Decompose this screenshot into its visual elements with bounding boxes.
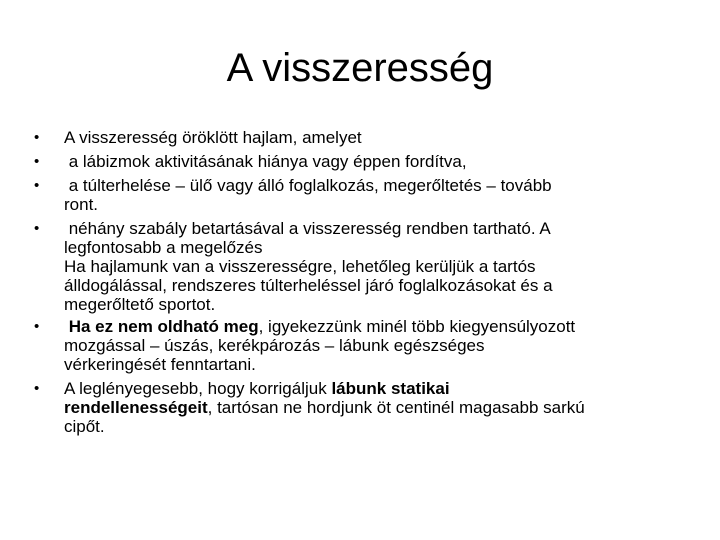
bullet-text-fragment: , igyekezzünk minél több kiegyensúlyozott [258, 317, 576, 336]
bullet-text-line: Ha hajlamunk van a visszerességre, lehetőleg kerüljük a tartós [64, 257, 536, 276]
bullet-text-fragment: , tartósan ne hordjunk öt centinél magasabb sarkú [207, 398, 585, 417]
bullet-item [34, 128, 694, 147]
bullet-item [34, 379, 694, 436]
bullet-dot-icon: • [34, 153, 40, 170]
slide-title: A visszeresség [226, 46, 494, 90]
bullet-text-line: álldogálással, rendszeres túlterheléssel járó foglalkozásokat és a [64, 276, 553, 295]
bullet-text-line: megerőltető sportot. [64, 295, 216, 314]
bullet-text-line [64, 317, 694, 336]
bullet-text-line: vérkeringését fenntartani. [64, 355, 256, 374]
bullet-dot-icon: • [34, 220, 40, 237]
bullet-dot-icon: • [34, 177, 40, 194]
bullet-text-line [64, 379, 694, 398]
bullet-dot-icon: • [34, 129, 40, 146]
bullet-text-line: legfontosabb a megelőzés [64, 238, 263, 257]
bullet-item [34, 317, 694, 374]
bold-phrase: rendellenességeit [64, 398, 208, 417]
bullet-text-fragment: A leglényegesebb, hogy korrigáljuk [64, 379, 332, 398]
bullet-dot-icon: • [34, 380, 40, 397]
bullet-list [34, 128, 694, 441]
bullet-text-line: A visszeresség öröklött hajlam, amelyet [64, 128, 362, 147]
bold-phrase: lábunk statikai [331, 379, 450, 398]
bullet-text-line: néhány szabály betartásával a visszeresség rendben tartható. A [64, 219, 551, 238]
bullet-item [34, 176, 694, 214]
bullet-text-line: mozgással – úszás, kerékpározás – lábunk egészséges [64, 336, 485, 355]
bullet-text-line [64, 398, 694, 417]
bullet-text-line: cipőt. [64, 417, 105, 436]
bullet-text-line: a túlterhelése – ülő vagy álló foglalkozás, megerőltetés – tovább [64, 176, 552, 195]
bullet-text-line: a lábizmok aktivitásának hiánya vagy éppen fordítva, [64, 152, 467, 171]
bullet-text-line: ront. [64, 195, 99, 214]
bullet-item [34, 152, 694, 171]
bold-phrase: Ha ez nem oldható meg [64, 317, 259, 336]
bullet-dot-icon: • [34, 318, 40, 335]
bullet-item [34, 219, 694, 314]
